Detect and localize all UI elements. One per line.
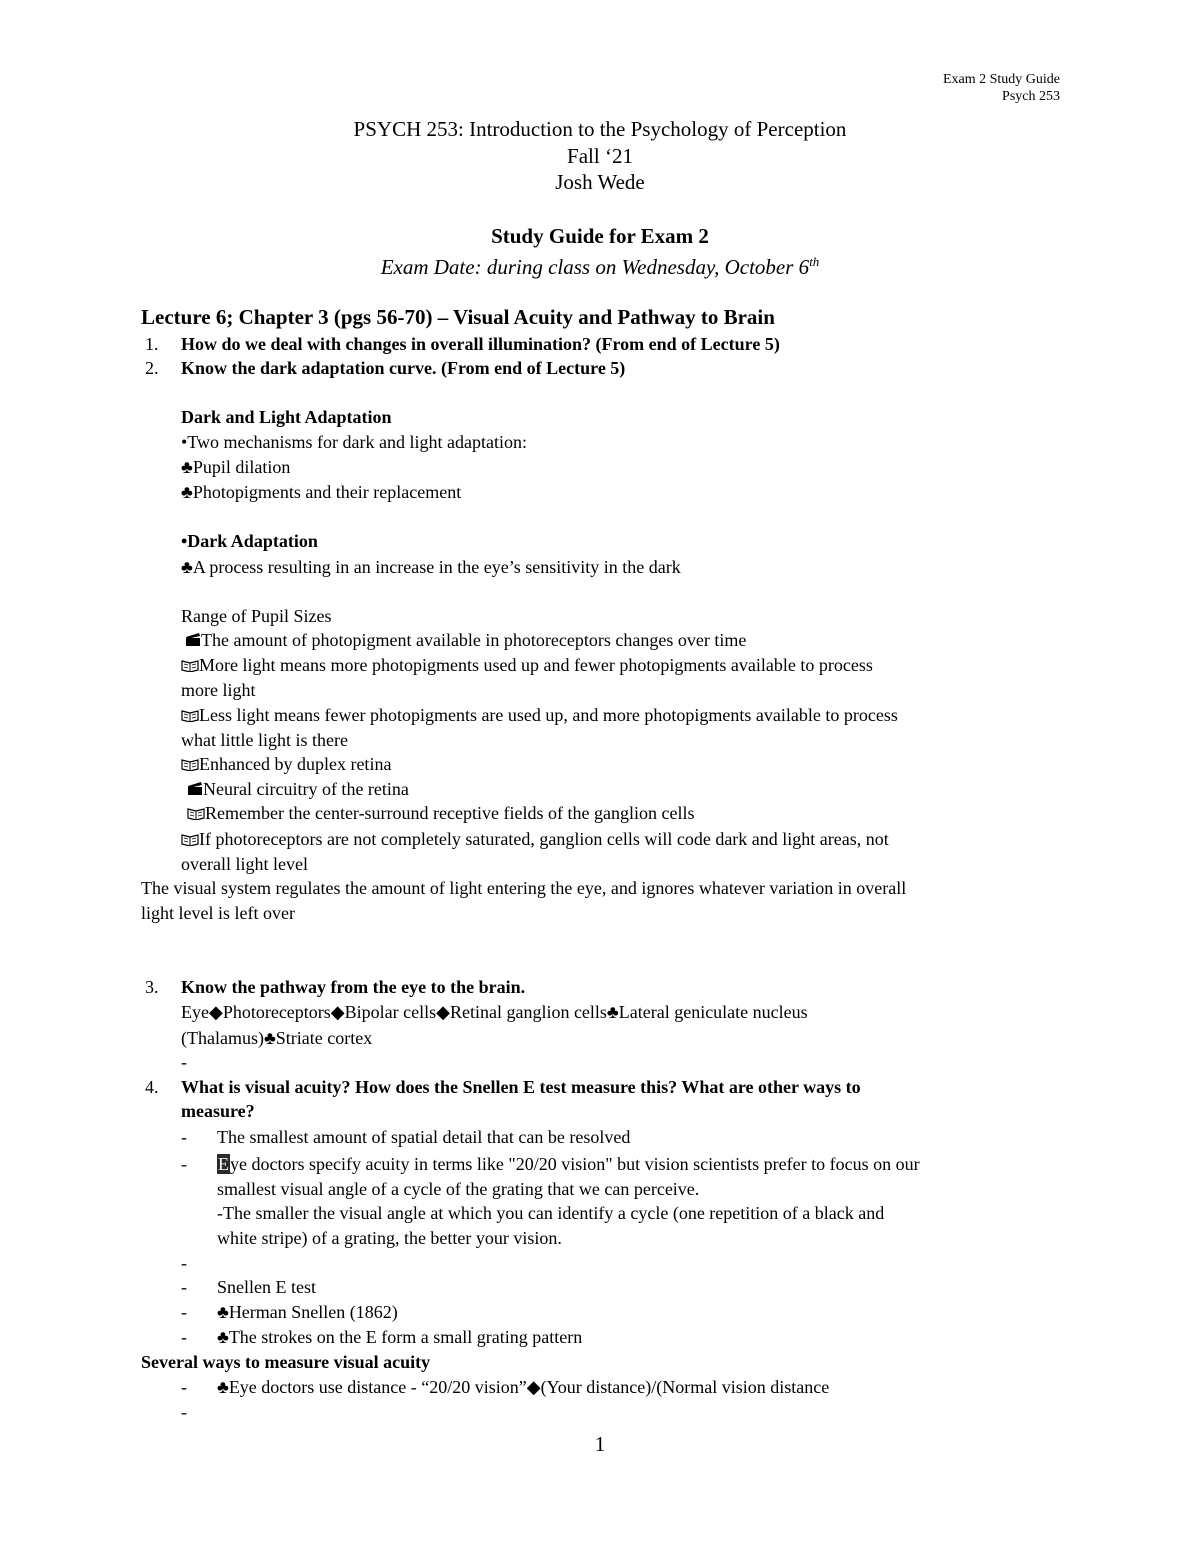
summary-line-2: light level is left over xyxy=(141,903,295,923)
bullet-dash: - xyxy=(181,1127,187,1147)
page-number: 1 xyxy=(594,1432,606,1456)
adaptation-line-2: ♣Pupil dilation xyxy=(181,457,291,477)
book-icon xyxy=(181,757,199,771)
dark-adaptation-line: ♣A process resulting in an increase in the eye’s sensitivity in the dark xyxy=(181,557,681,577)
bullet-dash: - xyxy=(181,1154,187,1174)
acuity-bullet-5: ♣The strokes on the E form a small grating pattern xyxy=(217,1327,583,1347)
range-line-5: Neural circuitry of the retina xyxy=(187,777,409,801)
bullet-dash: - xyxy=(181,1277,187,1297)
question-3-text: Know the pathway from the eye to the brain. xyxy=(181,977,526,997)
question-4-text-cont: measure? xyxy=(181,1101,255,1121)
bullet-dash: - xyxy=(181,1402,187,1422)
bullet-dash: - xyxy=(181,1327,187,1347)
summary-line-1: The visual system regulates the amount of light entering the eye, and ignores whatever variation in overall xyxy=(141,878,907,898)
range-line-3-cont: what little light is there xyxy=(181,730,348,750)
book-icon xyxy=(181,708,199,722)
question-2-number: 2. xyxy=(145,358,159,378)
adaptation-line-1: •Two mechanisms for dark and light adaptation: xyxy=(181,432,527,452)
range-line-2-cont: more light xyxy=(181,680,256,700)
running-header xyxy=(943,71,1060,105)
acuity-bullet-2-cont-1: smallest visual angle of a cycle of the grating that we can perceive. xyxy=(217,1179,700,1199)
range-line-1: The amount of photopigment available in photoreceptors changes over time xyxy=(185,628,746,652)
acuity-bullet-3: Snellen E test xyxy=(217,1277,316,1297)
range-line-7: If photoreceptors are not completely saturated, ganglion cells will code dark and light areas, not xyxy=(181,827,889,851)
exam-date-suffix: th xyxy=(809,254,820,269)
course-title: PSYCH 253: Introduction to the Psychology of Perception xyxy=(353,117,847,141)
clapperboard-icon xyxy=(187,782,203,796)
adaptation-line-3: ♣Photopigments and their replacement xyxy=(181,482,462,502)
ways-heading: Several ways to measure visual acuity xyxy=(141,1352,431,1372)
range-line-7-cont: overall light level xyxy=(181,854,308,874)
acuity-bullet-2 xyxy=(217,1152,920,1176)
guide-title: Study Guide for Exam 2 xyxy=(491,224,709,248)
range-heading: Range of Pupil Sizes xyxy=(181,606,332,626)
pathway-dash: - xyxy=(181,1052,187,1072)
text-cursor-selection[interactable]: E xyxy=(218,1154,229,1174)
question-1-number: 1. xyxy=(145,334,159,354)
range-line-6: Remember the center-surround receptive fields of the ganglion cells xyxy=(187,801,694,825)
header-line-2: Psych 253 xyxy=(1002,89,1060,104)
acuity-bullet-2-text: ye doctors specify acuity in terms like "20/20 vision" but vision scientists prefer to focus on our xyxy=(230,1154,920,1174)
range-line-2: More light means more photopigments used up and fewer photopigments available to process xyxy=(181,653,873,677)
bullet-dash: - xyxy=(181,1253,187,1273)
book-icon xyxy=(181,658,199,672)
header-line-1: Exam 2 Study Guide xyxy=(942,72,1060,87)
instructor: Josh Wede xyxy=(555,170,645,194)
acuity-bullet-2-cont-3: white stripe) of a grating, the better your vision. xyxy=(217,1228,562,1248)
question-2-text: Know the dark adaptation curve. (From end of Lecture 5) xyxy=(181,358,626,378)
book-icon xyxy=(187,806,205,820)
pathway-line-1: Eye◆Photoreceptors◆Bipolar cells◆Retinal ganglion cells♣Lateral geniculate nucleus xyxy=(181,1002,808,1022)
bullet-dash: - xyxy=(181,1302,187,1322)
question-3-number: 3. xyxy=(145,977,159,997)
exam-date-text: Exam Date: during class on Wednesday, October 6 xyxy=(380,255,810,279)
acuity-bullet-2-cont-2: -The smaller the visual angle at which you can identify a cycle (one repetition of a black and xyxy=(217,1203,885,1223)
range-line-3: Less light means fewer photopigments are used up, and more photopigments available to process xyxy=(181,703,898,727)
term: Fall ‘21 xyxy=(567,144,633,168)
range-line-4: Enhanced by duplex retina xyxy=(181,752,391,776)
section-heading: Lecture 6; Chapter 3 (pgs 56-70) – Visual Acuity and Pathway to Brain xyxy=(141,305,775,329)
bullet-dash: - xyxy=(181,1377,187,1397)
acuity-bullet-4: ♣Herman Snellen (1862) xyxy=(217,1302,398,1322)
exam-date xyxy=(0,249,1200,280)
adaptation-heading: Dark and Light Adaptation xyxy=(181,407,392,427)
ways-bullet-1: ♣Eye doctors use distance - “20/20 vision”◆(Your distance)/(Normal vision distance xyxy=(217,1377,830,1397)
question-4-text: What is visual acuity? How does the Snellen E test measure this? What are other ways to xyxy=(181,1077,861,1097)
pathway-line-2: (Thalamus)♣Striate cortex xyxy=(181,1028,373,1048)
dark-adaptation-heading: •Dark Adaptation xyxy=(181,531,318,551)
clapperboard-icon xyxy=(185,633,201,647)
question-1-text: How do we deal with changes in overall illumination? (From end of Lecture 5) xyxy=(181,334,780,354)
acuity-bullet-1: The smallest amount of spatial detail that can be resolved xyxy=(217,1127,631,1147)
question-4-number: 4. xyxy=(145,1077,159,1097)
book-icon xyxy=(181,832,199,846)
